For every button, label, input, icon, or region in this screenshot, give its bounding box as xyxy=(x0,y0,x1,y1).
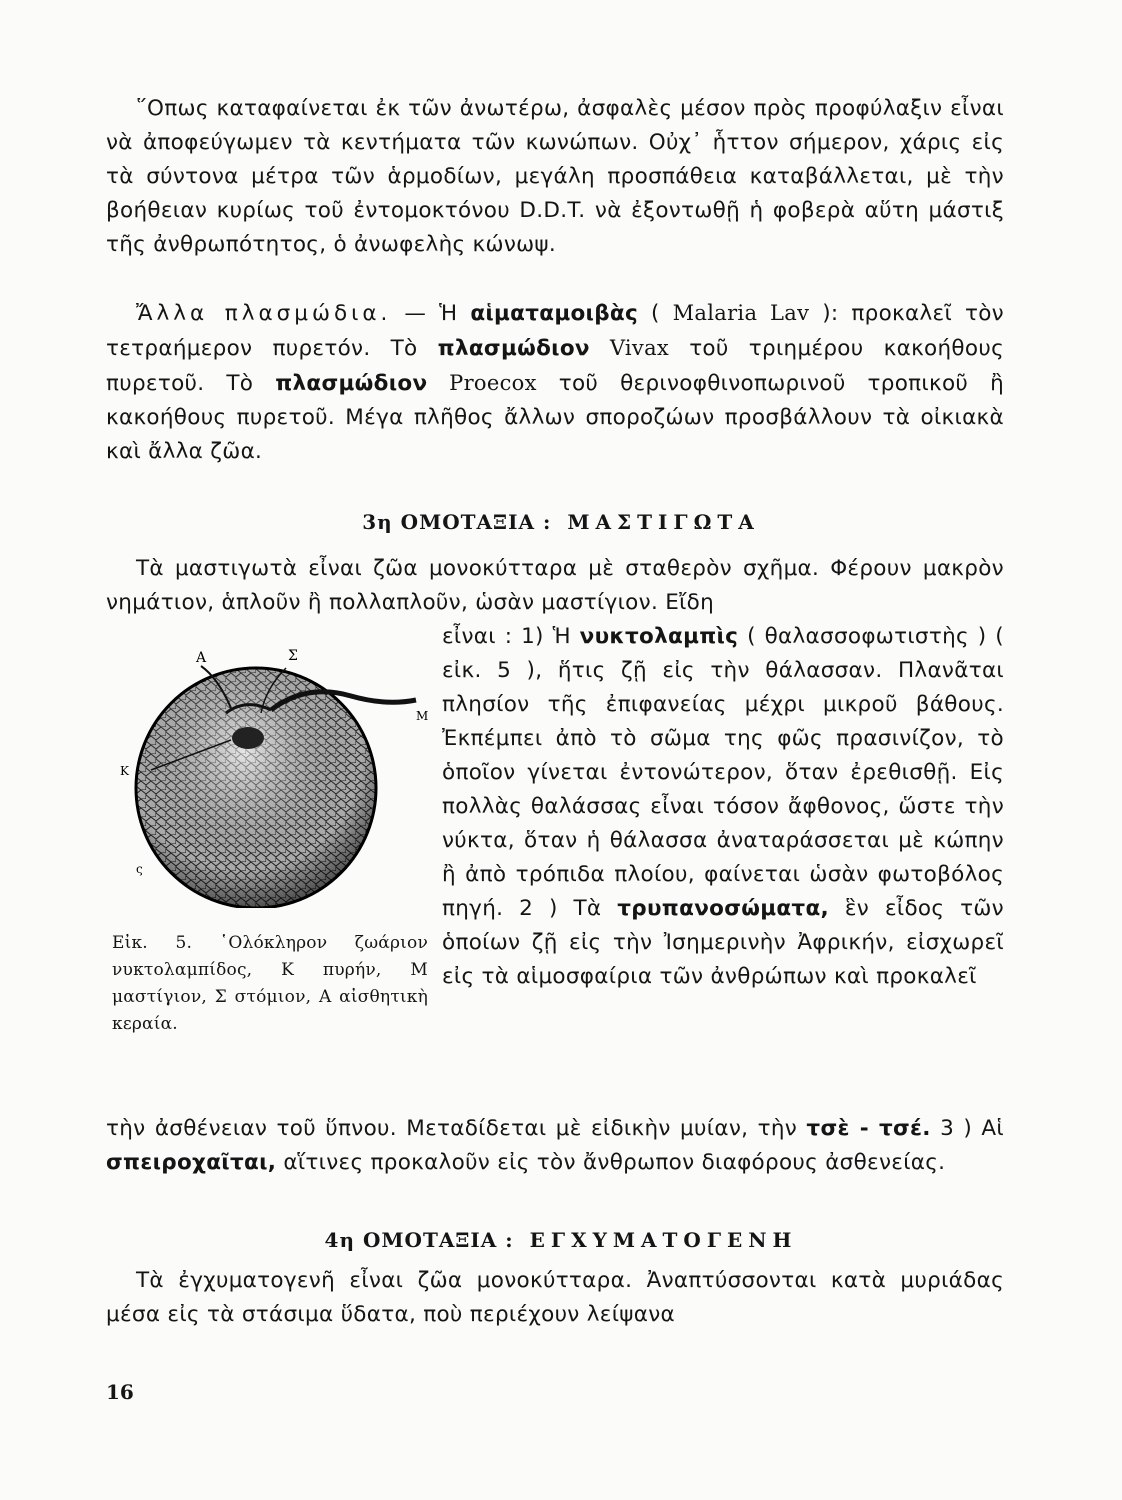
bold-term: πλασμώδιον xyxy=(275,371,428,396)
label-s2: ς xyxy=(136,862,143,876)
label-a: Α xyxy=(196,650,207,666)
paragraph-mosquito-protection: ῞Οπως καταφαίνεται ἐκ τῶν ἀνωτέρω, ἀσφαλὲς μέσον πρὸς προφύλαξιν εἶναι νὰ ἀποφεύγωμεν τὰ κεντήματα τῶν κωνώπων. Οὐχ᾽ ἧττον σήμερον, χάρις εἰς τὰ σύντονα μέτρα τῶν ἁρμοδίων, μεγάλη προσπάθεια καταβάλλεται, μὲ τὴν βοήθειαν κυρίως τοῦ ἐντομοκτόνου D.D.T. νὰ ἐξοντωθῇ ἡ φοβερὰ αὕτη μάστιξ τῆς ἀνθρωπότητος, ὁ ἀνωφελὴς κώνωψ. xyxy=(106,96,1004,257)
page-number: 16 xyxy=(106,1380,134,1404)
bold-term: αἱματαμοιβὰς xyxy=(470,301,639,326)
nucleus xyxy=(232,727,264,749)
bold-term: τρυπανοσώματα, xyxy=(617,896,829,921)
paragraph-mastigota-intro: Τὰ μαστιγωτὰ εἶναι ζῶα μονοκύτταρα μὲ σταθερὸν σχῆμα. Φέρουν μακρὸν νημάτιον, ἁπλοῦν ἢ πολλαπλοῦν, ὡσὰν μαστίγιον. Εἴδη xyxy=(106,556,1004,615)
bold-term: πλασμώδιον xyxy=(437,336,590,361)
section-heading-egxymatogenh: 4η ΟΜΟΤΑΞΙΑ : ΕΓΧΥΜΑΤΟΓΕΝΗ xyxy=(324,1228,798,1252)
bold-term: νυκτολαμπὶς xyxy=(579,624,739,649)
label-s: Σ xyxy=(288,648,298,664)
paragraph-egxymatogenh: Τὰ ἐγχυματογενῆ εἶναι ζῶα μονοκύτταρα. Ἀναπτύσσονται κατὰ μυριάδας μέσα εἰς τὰ στάσιμα ὕδατα, ποὺ περιέχουν λείψανα xyxy=(106,1268,1004,1327)
figure-caption: Εἰκ. 5. ῾Ολόκληρον ζωάριον νυκτολαμπίδος, Κ πυρήν, Μ μαστίγιον, Σ στόμιον, Α αἰσθητικὴ κεραία. xyxy=(112,933,428,1034)
lead-phrase: Ἄλλα πλασμώδια. xyxy=(136,301,392,326)
bold-term: τσὲ - τσέ. xyxy=(806,1116,931,1141)
label-k: Κ xyxy=(120,764,129,778)
label-m: Μ xyxy=(416,709,429,723)
section-heading-mastigota: 3η ΟΜΟΤΑΞΙΑ : ΜΑΣΤΙΓΩΤΑ xyxy=(362,510,760,534)
noctiluca-illustration xyxy=(106,628,436,908)
bold-term: σπειροχαῖται, xyxy=(106,1150,277,1175)
paragraph-other-plasmodia: Ἄλλα πλασμώδια. — Ἡ αἱματαμοιβὰς ( Malaria Lav ): προκαλεῖ τὸν τετραήμερον πυρετόν. Τὸ πλασμώδιον Vivax τοῦ τριημέρου κακοήθους πυρετοῦ. Τὸ πλασμώδιον Proecox τοῦ θερινοφθινοπωρινοῦ τροπικοῦ ἢ κακοήθους πυρετοῦ. Μέγα πλῆθος ἄλλων σποροζώων προσβάλλουν τὰ οἰκιακὰ καὶ ἄλλα ζῶα. xyxy=(106,301,1005,464)
paragraph-mastigota-end: τὴν ἀσθένειαν τοῦ ὕπνου. Μεταδίδεται μὲ εἰδικὴν μυίαν, τὴν τσὲ - τσέ. 3 ) Αἱ σπειροχαῖται, αἵτινες προκαλοῦν εἰς τὸν ἄνθρωπον διαφόρους ἀσθενείας. xyxy=(106,1116,1004,1175)
paragraph-noctiluca: εἶναι : 1) Ἡ νυκτολαμπὶς ( θαλασσοφωτιστὴς ) ( εἰκ. 5 ), ἥτις ζῇ εἰς τὴν θάλασσαν. Πλανᾶται πλησίον τῆς ἐπιφανείας μέχρι μικροῦ βάθους. Ἐκπέμπει ἀπὸ τὸ σῶμα της φῶς πρασινίζον, τὸ ὁποῖον γίνεται ἐντονώτερον, ὅταν ἐρεθισθῇ. Εἰς πολλὰς θαλάσσας εἶναι τόσον ἄφθονος, ὥστε τὴν νύκτα, ὅταν ἡ θάλασσα ἀναταράσσεται μὲ κώπην ἢ ἀπὸ τρόπιδα πλοίου, φαίνεται ὡσὰν φωτοβόλος πηγή. 2 ) Τὰ τρυπανοσώματα, ἓν εἶδος τῶν ὁποίων ζῇ εἰς τὴν Ἰσημερινὴν Ἀφρικήν, εἰσχωρεῖ εἰς τὰ αἱμοσφαίρια τῶν ἀνθρώπων καὶ προκαλεῖ xyxy=(442,624,1004,989)
